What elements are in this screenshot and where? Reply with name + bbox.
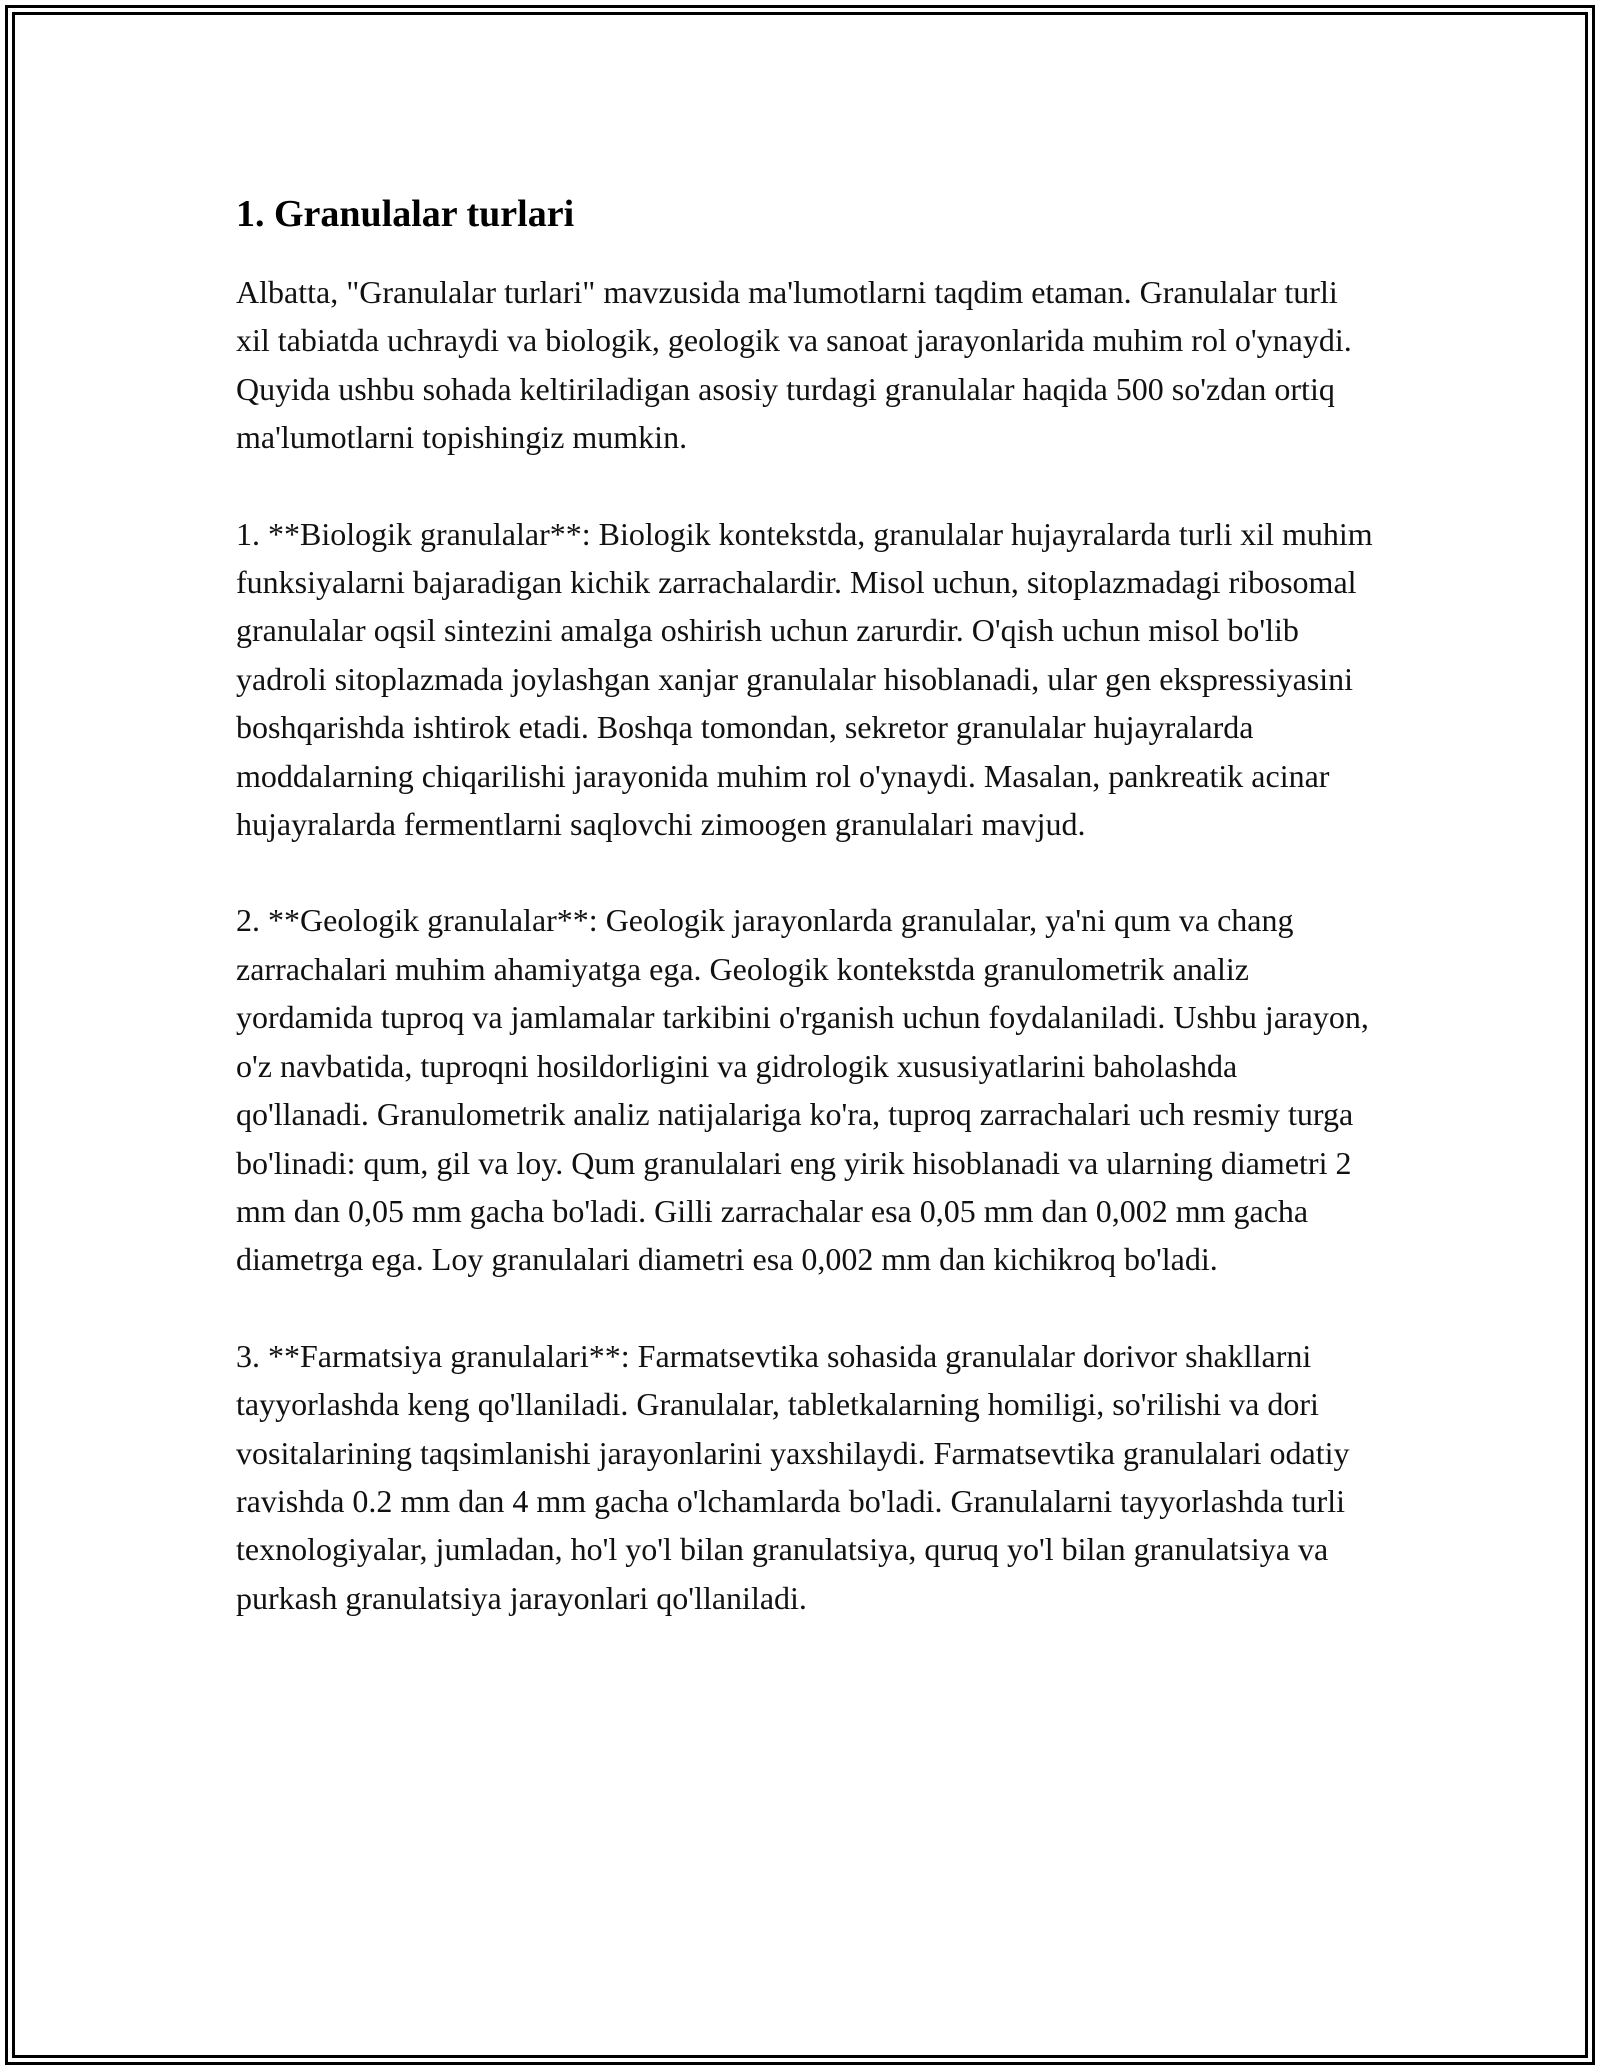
document-body (236, 186, 1376, 1622)
biological-granules-paragraph: 1. **Biologik granulalar**: Biologik kontekstda, granulalar hujayralarda turli xil muhim funksiyalarni bajaradigan kichik zarrachalardir. Misol uchun, sitoplazmadagi ribosomal granulalar oqsil sintezini amalga oshirish uchun zarurdir. O'qish uchun misol bo'lib yadroli sitoplazmada joylashgan xanjar granulalar hisoblanadi, ular gen ekspressiyasini boshqarishda ishtirok etadi. Boshqa tomondan, sekretor granulalar hujayralarda moddalarning chiqarilishi jarayonida muhim rol o'ynaydi. Masalan, pankreatik acinar hujayralarda fermentlarni saqlovchi zimoogen granulalari mavjud. (236, 515, 1373, 843)
geological-granules-paragraph: 2. **Geologik granulalar**: Geologik jarayonlarda granulalar, ya'ni qum va chang zarrachalari muhim ahamiyatga ega. Geologik kontekstda granulometrik analiz yordamida tuproq va jamlamalar tarkibini o'rganish uchun foydalaniladi. Ushbu jarayon, o'z navbatida, tuproqni hosildorligini va gidrologik xususiyatlarini baholashda qo'llanadi. Granulometrik analiz natijalariga ko'ra, tuproq zarrachalari uch resmiy turga bo'linadi: qum, gil va loy. Qum granulalari eng yirik hisoblanadi va ularning diametri 2 mm dan 0,05 mm gacha bo'ladi. Gilli zarrachalar esa 0,05 mm dan 0,002 mm gacha diametrga ega. Loy granulalari diametri esa 0,002 mm dan kichikroq bo'ladi. (236, 902, 1369, 1278)
intro-paragraph: Albatta, "Granulalar turlari" mavzusida ma'lumotlarni taqdim etaman. Granulalar turli xil tabiatda uchraydi va biologik, geologik va sanoat jarayonlarida muhim rol o'ynaydi. Quyida ushbu sohada keltiriladigan asosiy turdagi granulalar haqida 500 so'zdan ortiq ma'lumotlarni topishingiz mumkin. (236, 274, 1352, 456)
pharmaceutical-granules-paragraph: 3. **Farmatsiya granulalari**: Farmatsevtika sohasida granulalar dorivor shakllarni tayyorlashda keng qo'llaniladi. Granulalar, tabletkalarning homiligi, so'rilishi va dori vositalarining taqsimlanishi jarayonlarini yaxshilaydi. Farmatsevtika granulalari odatiy ravishda 0.2 mm dan 4 mm gacha o'lchamlarda bo'ladi. Granulalarni tayyorlashda turli texnologiyalar, jumladan, ho'l yo'l bilan granulatsiya, quruq yo'l bilan granulatsiya va purkash granulatsiya jarayonlari qo'llaniladi. (236, 1337, 1350, 1616)
section-heading: 1. Granulalar turlari (236, 193, 575, 235)
